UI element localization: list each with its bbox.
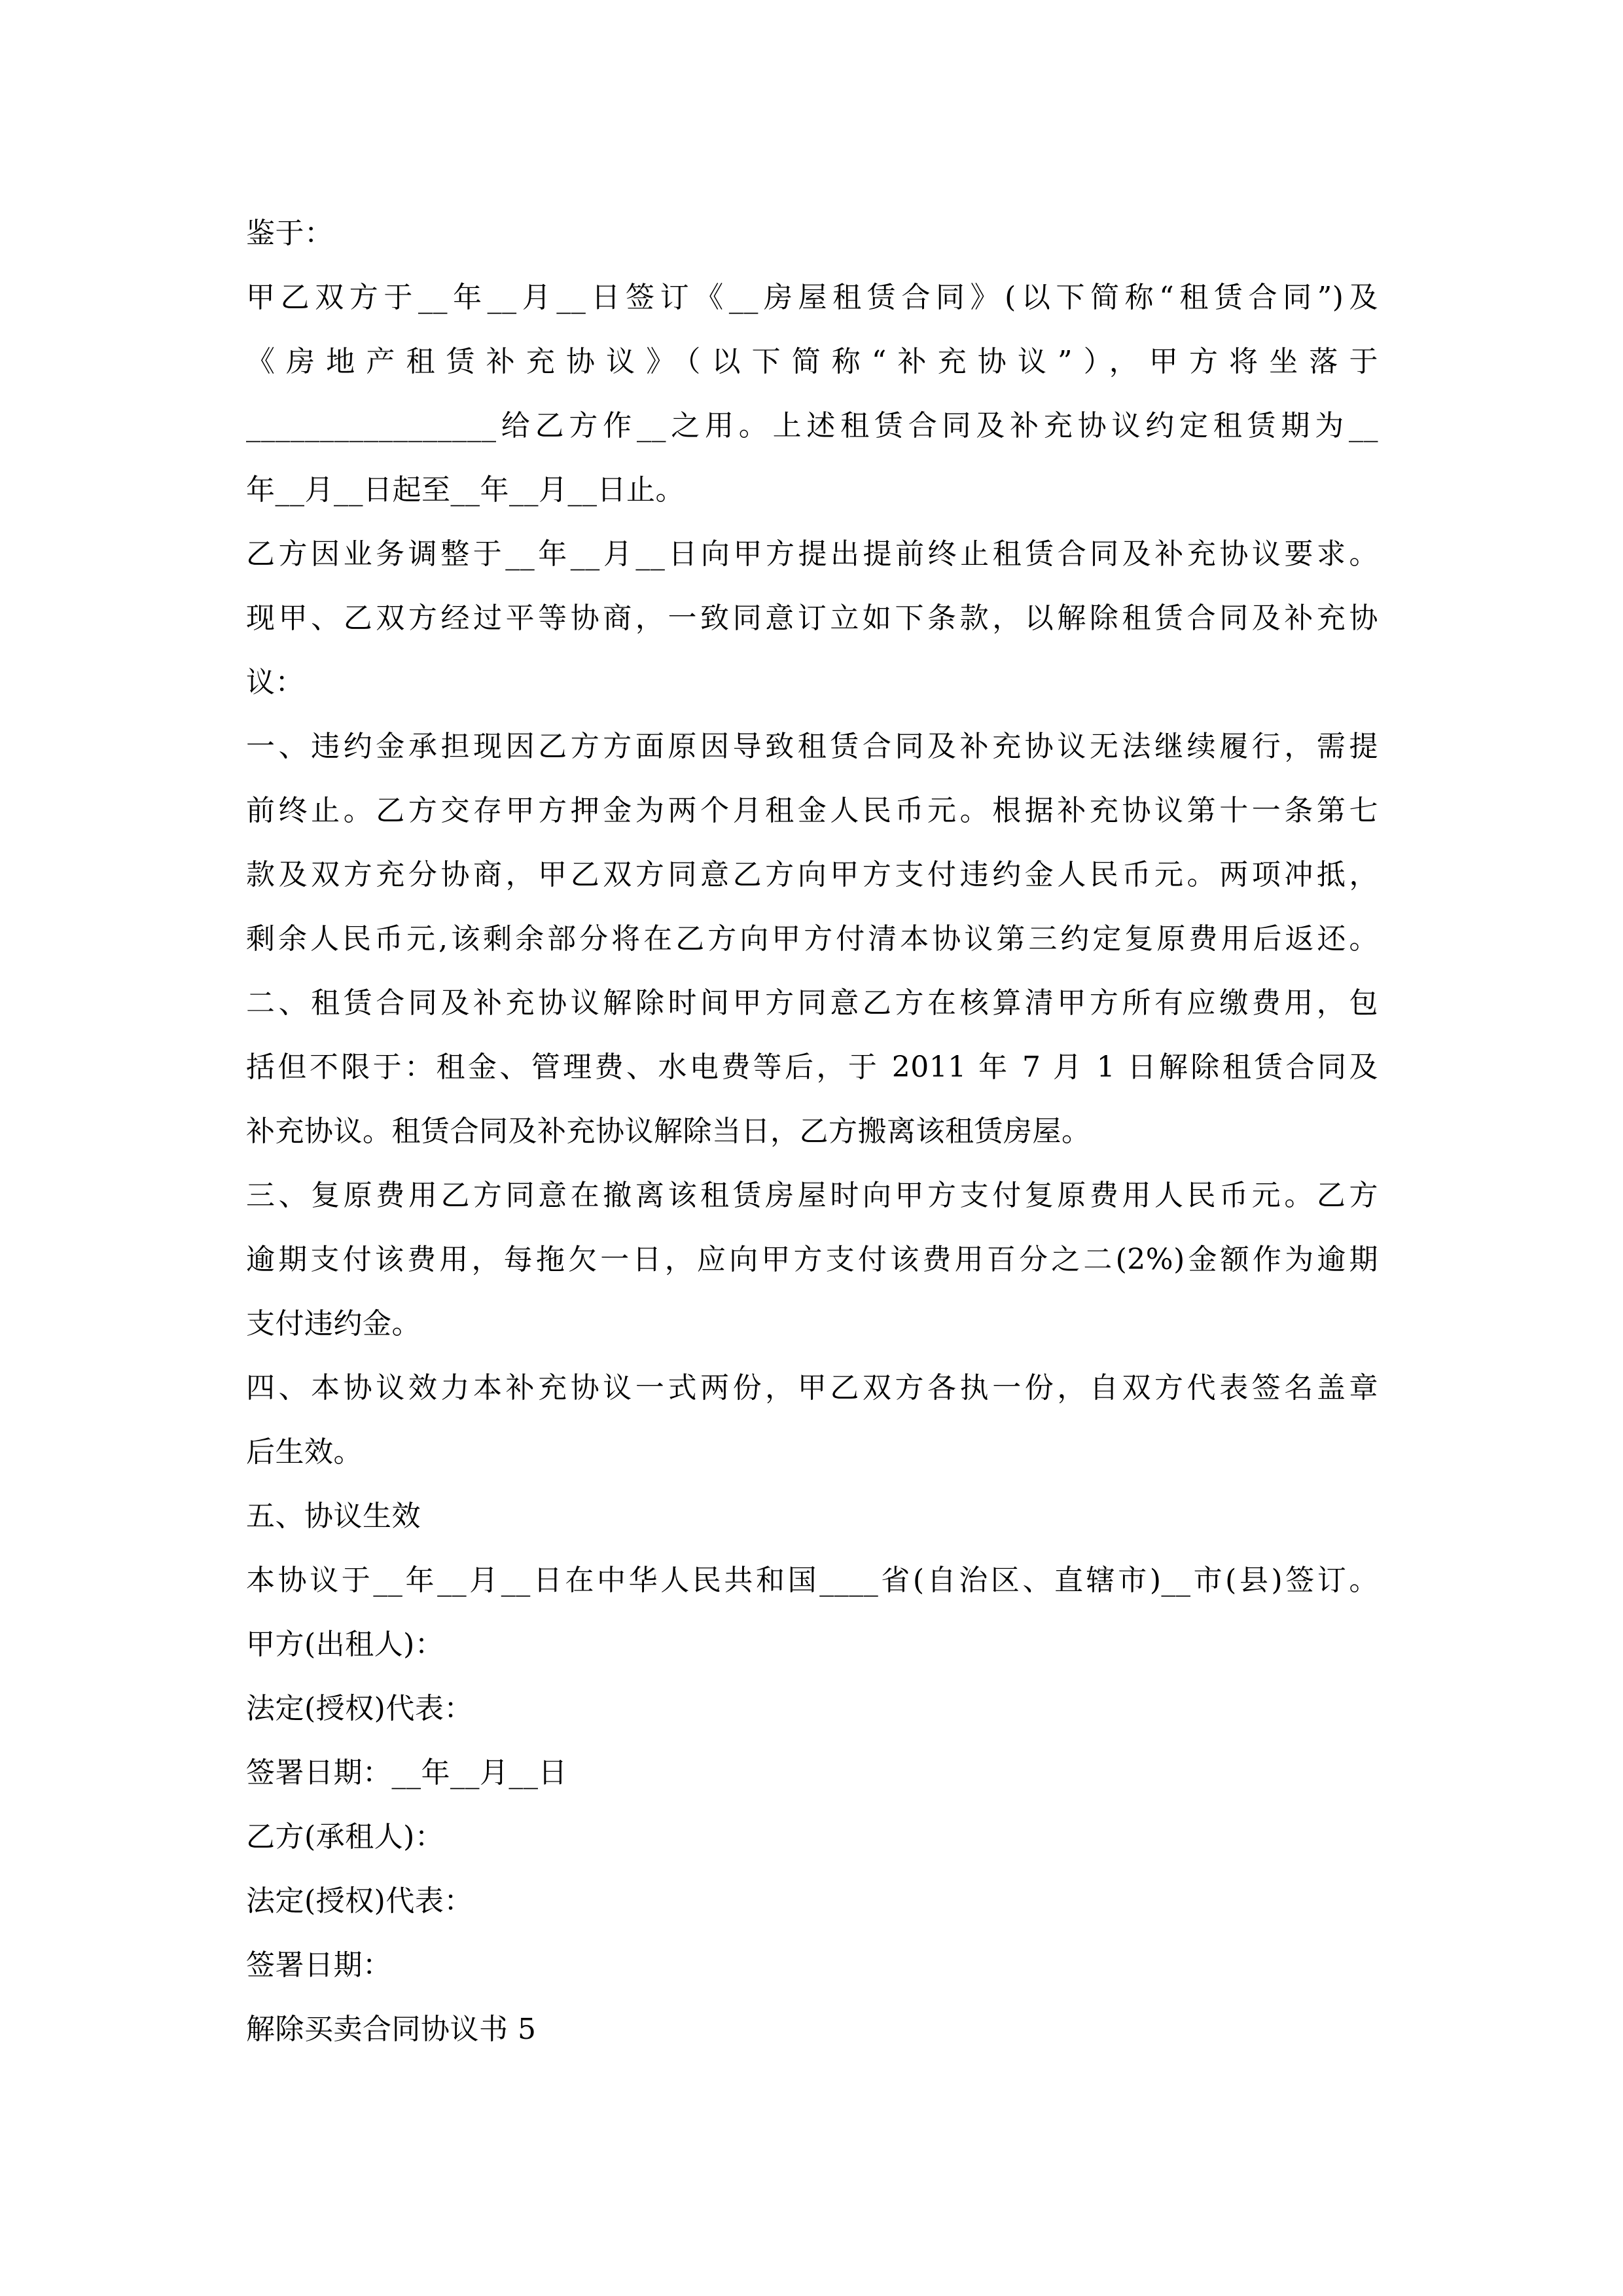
text-line: 乙方因业务调整于__年__月__日向甲方提出提前终止租赁合同及补充协议要求。: [246, 537, 1378, 571]
text-line: _________________给乙方作__之用。上述租赁合同及补充协议约定租赁期为__: [246, 409, 1378, 442]
party-a-label: 甲方(出租人)：: [246, 1628, 444, 1661]
clause-4-line: 后生效。: [246, 1435, 363, 1469]
party-a-sign-date: 签署日期：__年__月__日: [246, 1756, 567, 1789]
text-line: 年__月__日起至__年__月__日止。: [246, 473, 685, 507]
document-body: [246, 202, 1378, 2062]
party-b-label: 乙方(承租人)：: [246, 1820, 444, 1854]
clause-1-line: 剩余人民币元,该剩余部分将在乙方向甲方付清本协议第三约定复原费用后返还。: [246, 922, 1378, 956]
text-line: 现甲、乙双方经过平等协商，一致同意订立如下条款，以解除租赁合同及补充协: [246, 601, 1378, 635]
text-line: 议：: [246, 666, 304, 699]
clause-4-line: 四、本协议效力本补充协议一式两份，甲乙双方各执一份，自双方代表签名盖章: [246, 1371, 1378, 1405]
next-document-title: 解除买卖合同协议书 5: [246, 2013, 537, 2046]
clause-2-line: 补充协议。租赁合同及补充协议解除当日，乙方搬离该租赁房屋。: [246, 1115, 1091, 1148]
text-line: 《房地产租赁补充协议》（以下简称“补充协议”），甲方将坐落于: [246, 345, 1378, 378]
clause-2-line: 括但不限于：租金、管理费、水电费等后，于 2011 年 7 月 1 日解除租赁合同及: [246, 1050, 1378, 1084]
party-b-representative: 法定(授权)代表：: [246, 1884, 473, 1918]
clause-5-heading: 五、协议生效: [246, 1499, 421, 1533]
text-line: 甲乙双方于__年__月__日签订《__房屋租赁合同》(以下简称“租赁合同”)及: [246, 281, 1378, 314]
clause-3-line: 三、复原费用乙方同意在撤离该租赁房屋时向甲方支付复原费用人民币元。乙方: [246, 1179, 1378, 1212]
clause-2-line: 二、租赁合同及补充协议解除时间甲方同意乙方在核算清甲方所有应缴费用，包: [246, 986, 1378, 1020]
party-a-representative: 法定(授权)代表：: [246, 1692, 473, 1725]
clause-1-line: 前终止。乙方交存甲方押金为两个月租金人民币元。根据补充协议第十一条第七: [246, 794, 1378, 827]
clause-3-line: 支付违约金。: [246, 1307, 421, 1340]
clause-1-line: 款及双方充分协商，甲乙双方同意乙方向甲方支付违约金人民币元。两项冲抵，: [246, 858, 1378, 891]
signing-place-line: 本协议于__年__月__日在中华人民共和国____省(自治区、直辖市)__市(县)签订。: [246, 1564, 1378, 1597]
clause-1-line: 一、违约金承担现因乙方方面原因导致租赁合同及补充协议无法继续履行，需提: [246, 730, 1378, 763]
party-b-sign-date: 签署日期：: [246, 1948, 392, 1982]
preamble-heading: 鉴于：: [246, 217, 334, 250]
clause-3-line: 逾期支付该费用，每拖欠一日，应向甲方支付该费用百分之二(2%)金额作为逾期: [246, 1243, 1378, 1276]
